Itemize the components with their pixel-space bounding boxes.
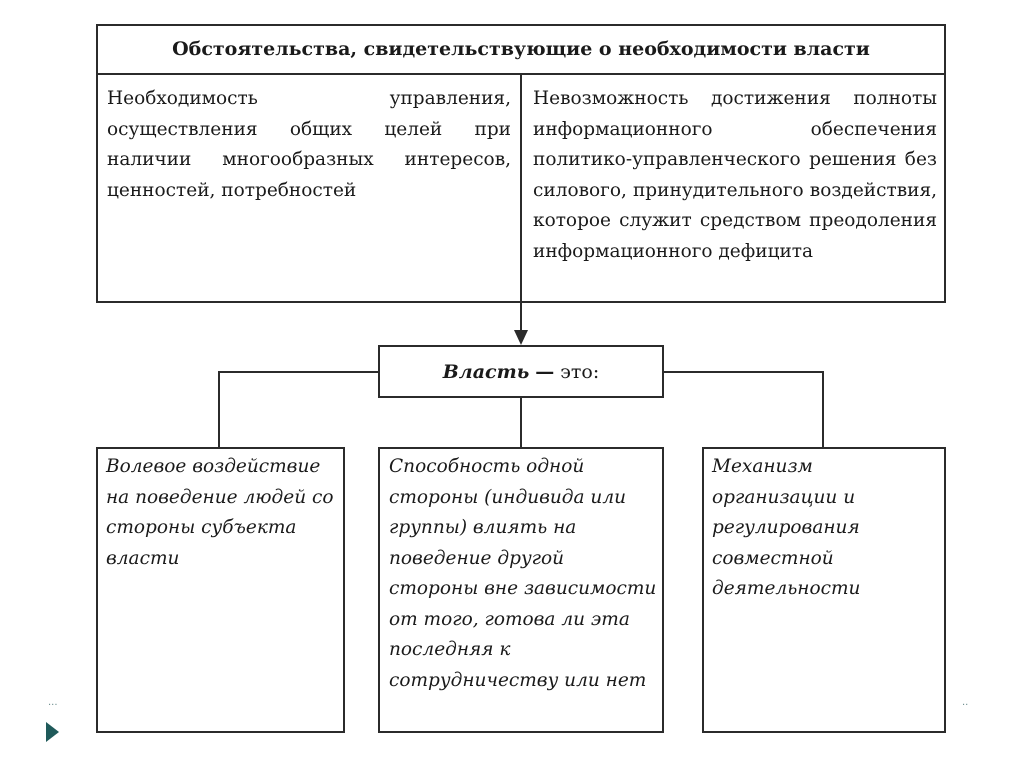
definition-text-1: Волевое воздействие на поведение людей со стороны субъекта власти xyxy=(106,456,334,569)
power-definition-box xyxy=(378,345,664,398)
arrow-down-icon xyxy=(514,330,528,345)
arrow-line xyxy=(520,303,522,333)
table-header: Обстоятельства, свидетельствующие о необходимости власти xyxy=(96,24,946,75)
definition-text-3: Механизм организации и регулирования совместной деятельности xyxy=(712,456,861,599)
power-suffix: это: xyxy=(560,360,600,383)
play-icon[interactable] xyxy=(46,722,59,742)
connector-left-horizontal xyxy=(218,371,378,373)
definition-text-2: Способность одной стороны (индивида или группы) влиять на поведение другой стороны вне зависимости от того, готова ли эта последняя к сотрудничеству или нет xyxy=(389,456,657,691)
connector-middle-vertical xyxy=(520,398,522,448)
slide-dots-right: ·· xyxy=(962,700,969,711)
circumstance-left: Необходимость управления, осуществления общих целей при наличии многообразных интересов, ценностей, потребностей xyxy=(107,88,511,201)
connector-left-vertical xyxy=(218,371,220,448)
power-term: Власть xyxy=(442,360,530,383)
circumstance-right: Невозможность достижения полноты информационного обеспечения политико-управленческого решения без силового, принудительного воздействия, которое служит средством преодоления информационного дефицита xyxy=(533,88,937,262)
connector-right-horizontal xyxy=(664,371,824,373)
slide-dots-left: ··· xyxy=(48,700,58,711)
power-dash: — xyxy=(535,360,555,383)
connector-right-vertical xyxy=(822,371,824,448)
column-divider xyxy=(520,75,522,303)
